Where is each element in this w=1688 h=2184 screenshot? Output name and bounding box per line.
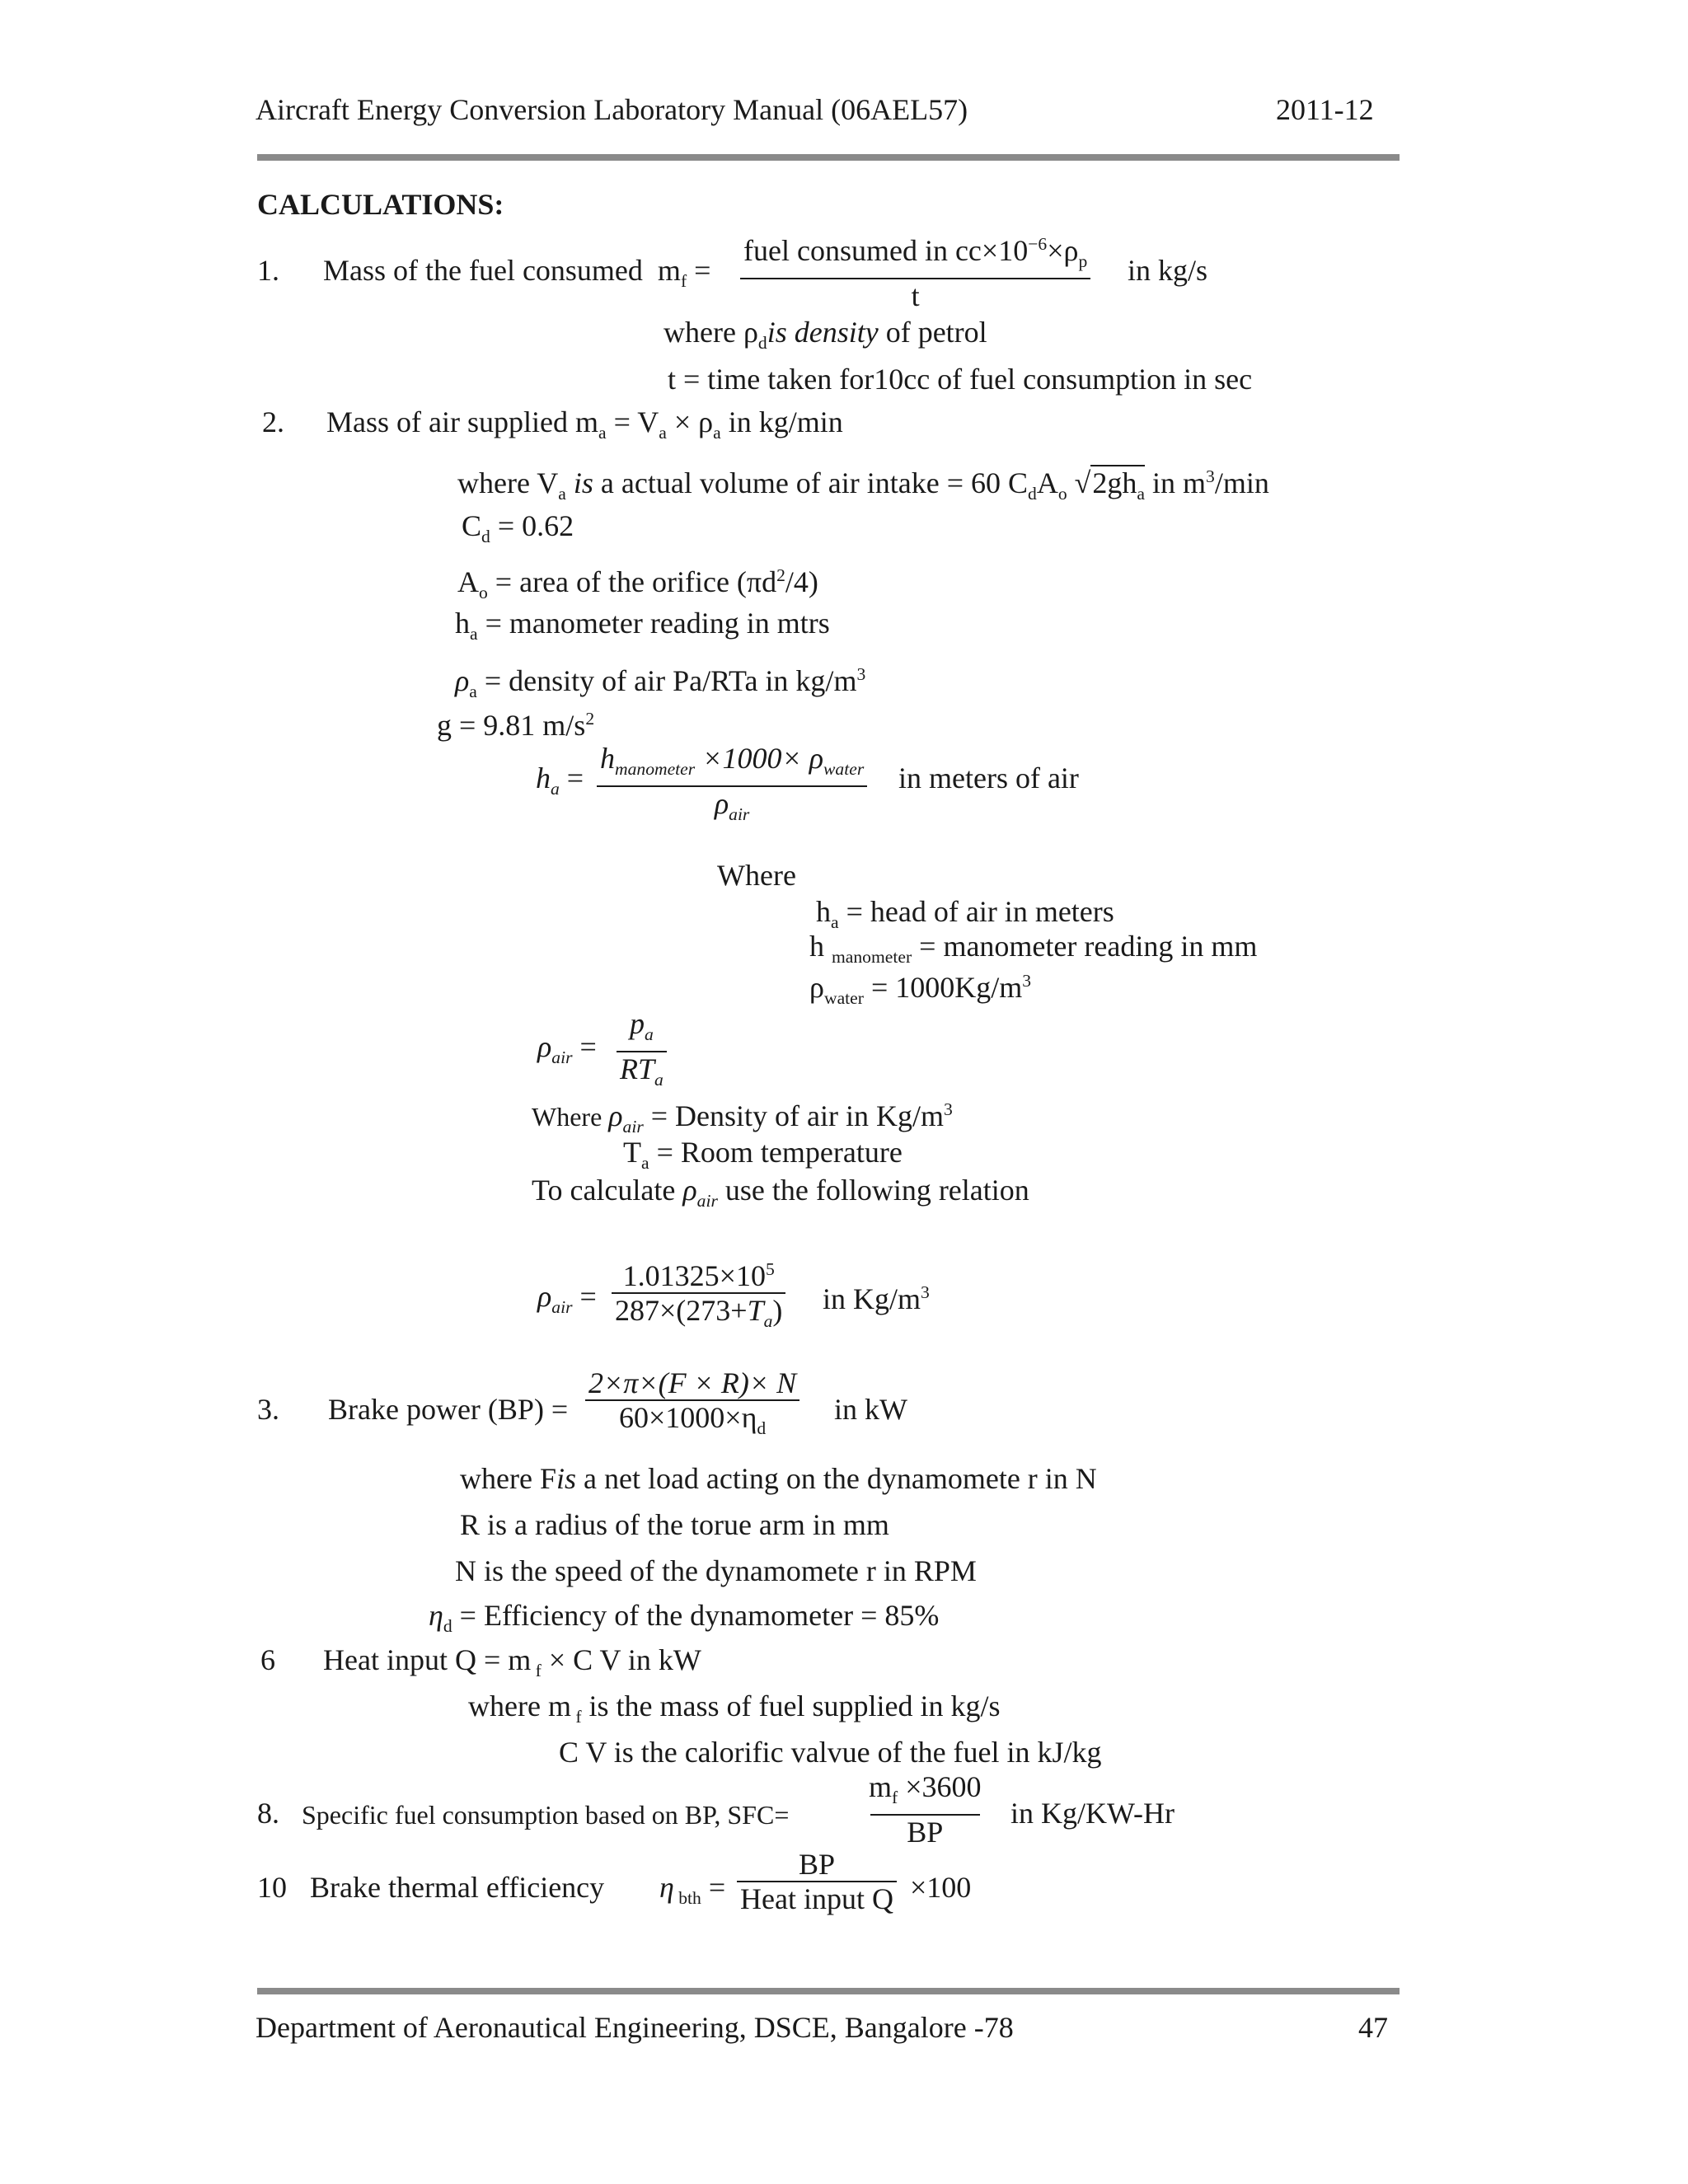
item-3-number: 3.	[257, 1393, 279, 1426]
item-10-lhs: η $_{bth}$ =	[659, 1871, 726, 1909]
item-8-fraction: $m_f \times 3600$ BP	[869, 1770, 982, 1849]
item-10-tail: ×100	[910, 1871, 972, 1904]
item-6-where-mass: where m $_f$ is the mass of fuel supplied in kg/s	[468, 1690, 1001, 1727]
header-year: 2011-12	[1276, 93, 1374, 126]
where-manometer: h $_{manometer}$ = manometer reading in mm	[809, 930, 1258, 968]
where-label: Where	[717, 859, 796, 892]
section-title: CALCULATIONS:	[257, 188, 504, 221]
item-2-label: Mass of air supplied $m_a = V_a \times \rho_a$ in kg/min	[326, 405, 843, 443]
item-1-fraction: fuel consumed in $cc\times 10^{-6}\times\rho_p$ t	[740, 227, 1090, 312]
item-3-unit: in kW	[834, 1393, 907, 1426]
item-1-where-density: where $\rho_dis$ density of petrol	[663, 316, 987, 354]
item-2-cd: $C_d = 0.62$	[462, 509, 574, 547]
item-8-unit: in Kg/KW-Hr	[1010, 1797, 1175, 1830]
item-2-ha: $h_a$ = manometer reading in mtrs	[455, 607, 830, 644]
header-title: Aircraft Energy Conversion Laboratory Manual (06AEL57)	[256, 93, 968, 126]
item-10-label: Brake thermal efficiency	[310, 1871, 605, 1904]
footer-rule	[257, 1988, 1400, 1994]
where-density-air: Where $\rho_{air}$ = Density of air in $Kg/m^3$	[532, 1099, 953, 1137]
item-1-number: 1.	[257, 254, 279, 287]
item-8-number: 8.	[257, 1797, 279, 1830]
item-3-fraction: 2×π×(F × R)× N $60\times 1000\times\eta_d$	[585, 1366, 799, 1445]
ha-formula-lhs: $h_a$ =	[536, 762, 584, 799]
ha-formula-fraction: $h_{manometer} \times 1000\times \rho_{water}$ $\rho_{air}$	[597, 742, 867, 831]
item-2-number: 2.	[262, 405, 284, 438]
item-2-ao: $A_o$ = area of the orifice $(\pi d^2/4)$	[457, 565, 818, 603]
footer-page-number: 47	[1358, 2011, 1388, 2044]
footer-department: Department of Aeronautical Engineering, DSCE, Bangalore -78	[256, 2011, 1014, 2044]
header-rule	[257, 154, 1400, 161]
item-6-label: Heat input Q = m $_f$ × C V in kW	[323, 1643, 701, 1681]
item-6-where-cv: C V is the calorific valvue of the fuel in kJ/kg	[559, 1736, 1102, 1769]
calc-relation: To calculate $\rho_{air}$ use the following relation	[532, 1174, 1029, 1212]
item-10-fraction: BP Heat input Q	[737, 1848, 897, 1915]
where-head-of-air: $h_a$ = head of air in meters	[816, 895, 1114, 933]
rho-air-fraction: $p_a$ $RT_a$	[617, 1007, 667, 1096]
item-3-label: Brake power (BP) =	[328, 1393, 569, 1426]
rho-air-lhs: $\rho_{air}$ =	[537, 1030, 597, 1068]
where-water-density: $\rho_{water} = 1000Kg/m^3$	[809, 971, 1032, 1009]
rho-air2-unit: in $Kg/m^3$	[823, 1282, 930, 1315]
item-2-rho-a: $\rho_a$ = density of air Pa/RTa in $kg/m^3$	[455, 664, 866, 702]
item-1-unit: in kg/s	[1128, 254, 1208, 287]
item-2-volume-line: where $V_a$ is a actual volume of air intake = 60 $C_dA_o$ $√2gh_a$ in $m^3/\min$	[457, 460, 1269, 510]
item-1-label: Mass of the fuel consumed $m_f$ =	[323, 254, 711, 292]
item-3-where-radius: R is a radius of the torue arm in mm	[460, 1508, 889, 1541]
item-1-where-time: t = time taken for10cc of fuel consumption in sec	[668, 363, 1253, 396]
item-2-gravity: g = 9.81 $m/s^2$	[437, 709, 595, 742]
item-3-where-efficiency: $\eta_d$ = Efficiency of the dynamometer = 85%	[429, 1599, 940, 1637]
rho-air2-fraction: $1.01325\times 10^5$ $287\times(273+T_a)$	[612, 1253, 785, 1338]
rho-air2-lhs: $\rho_{air}$ =	[537, 1280, 597, 1318]
item-8-label: Specific fuel consumption based on BP, SFC=	[302, 1800, 790, 1830]
item-3-where-speed: N is the speed of the dynamomete r in RPM	[455, 1554, 977, 1587]
where-room-temp: $T_a$ = Room temperature	[623, 1136, 903, 1174]
ha-formula-unit: in meters of air	[898, 762, 1079, 794]
item-6-number: 6	[260, 1643, 275, 1676]
item-3-where-force: where Fis a net load acting on the dynamomete r in N	[460, 1462, 1097, 1495]
item-10-number: 10	[257, 1871, 287, 1904]
